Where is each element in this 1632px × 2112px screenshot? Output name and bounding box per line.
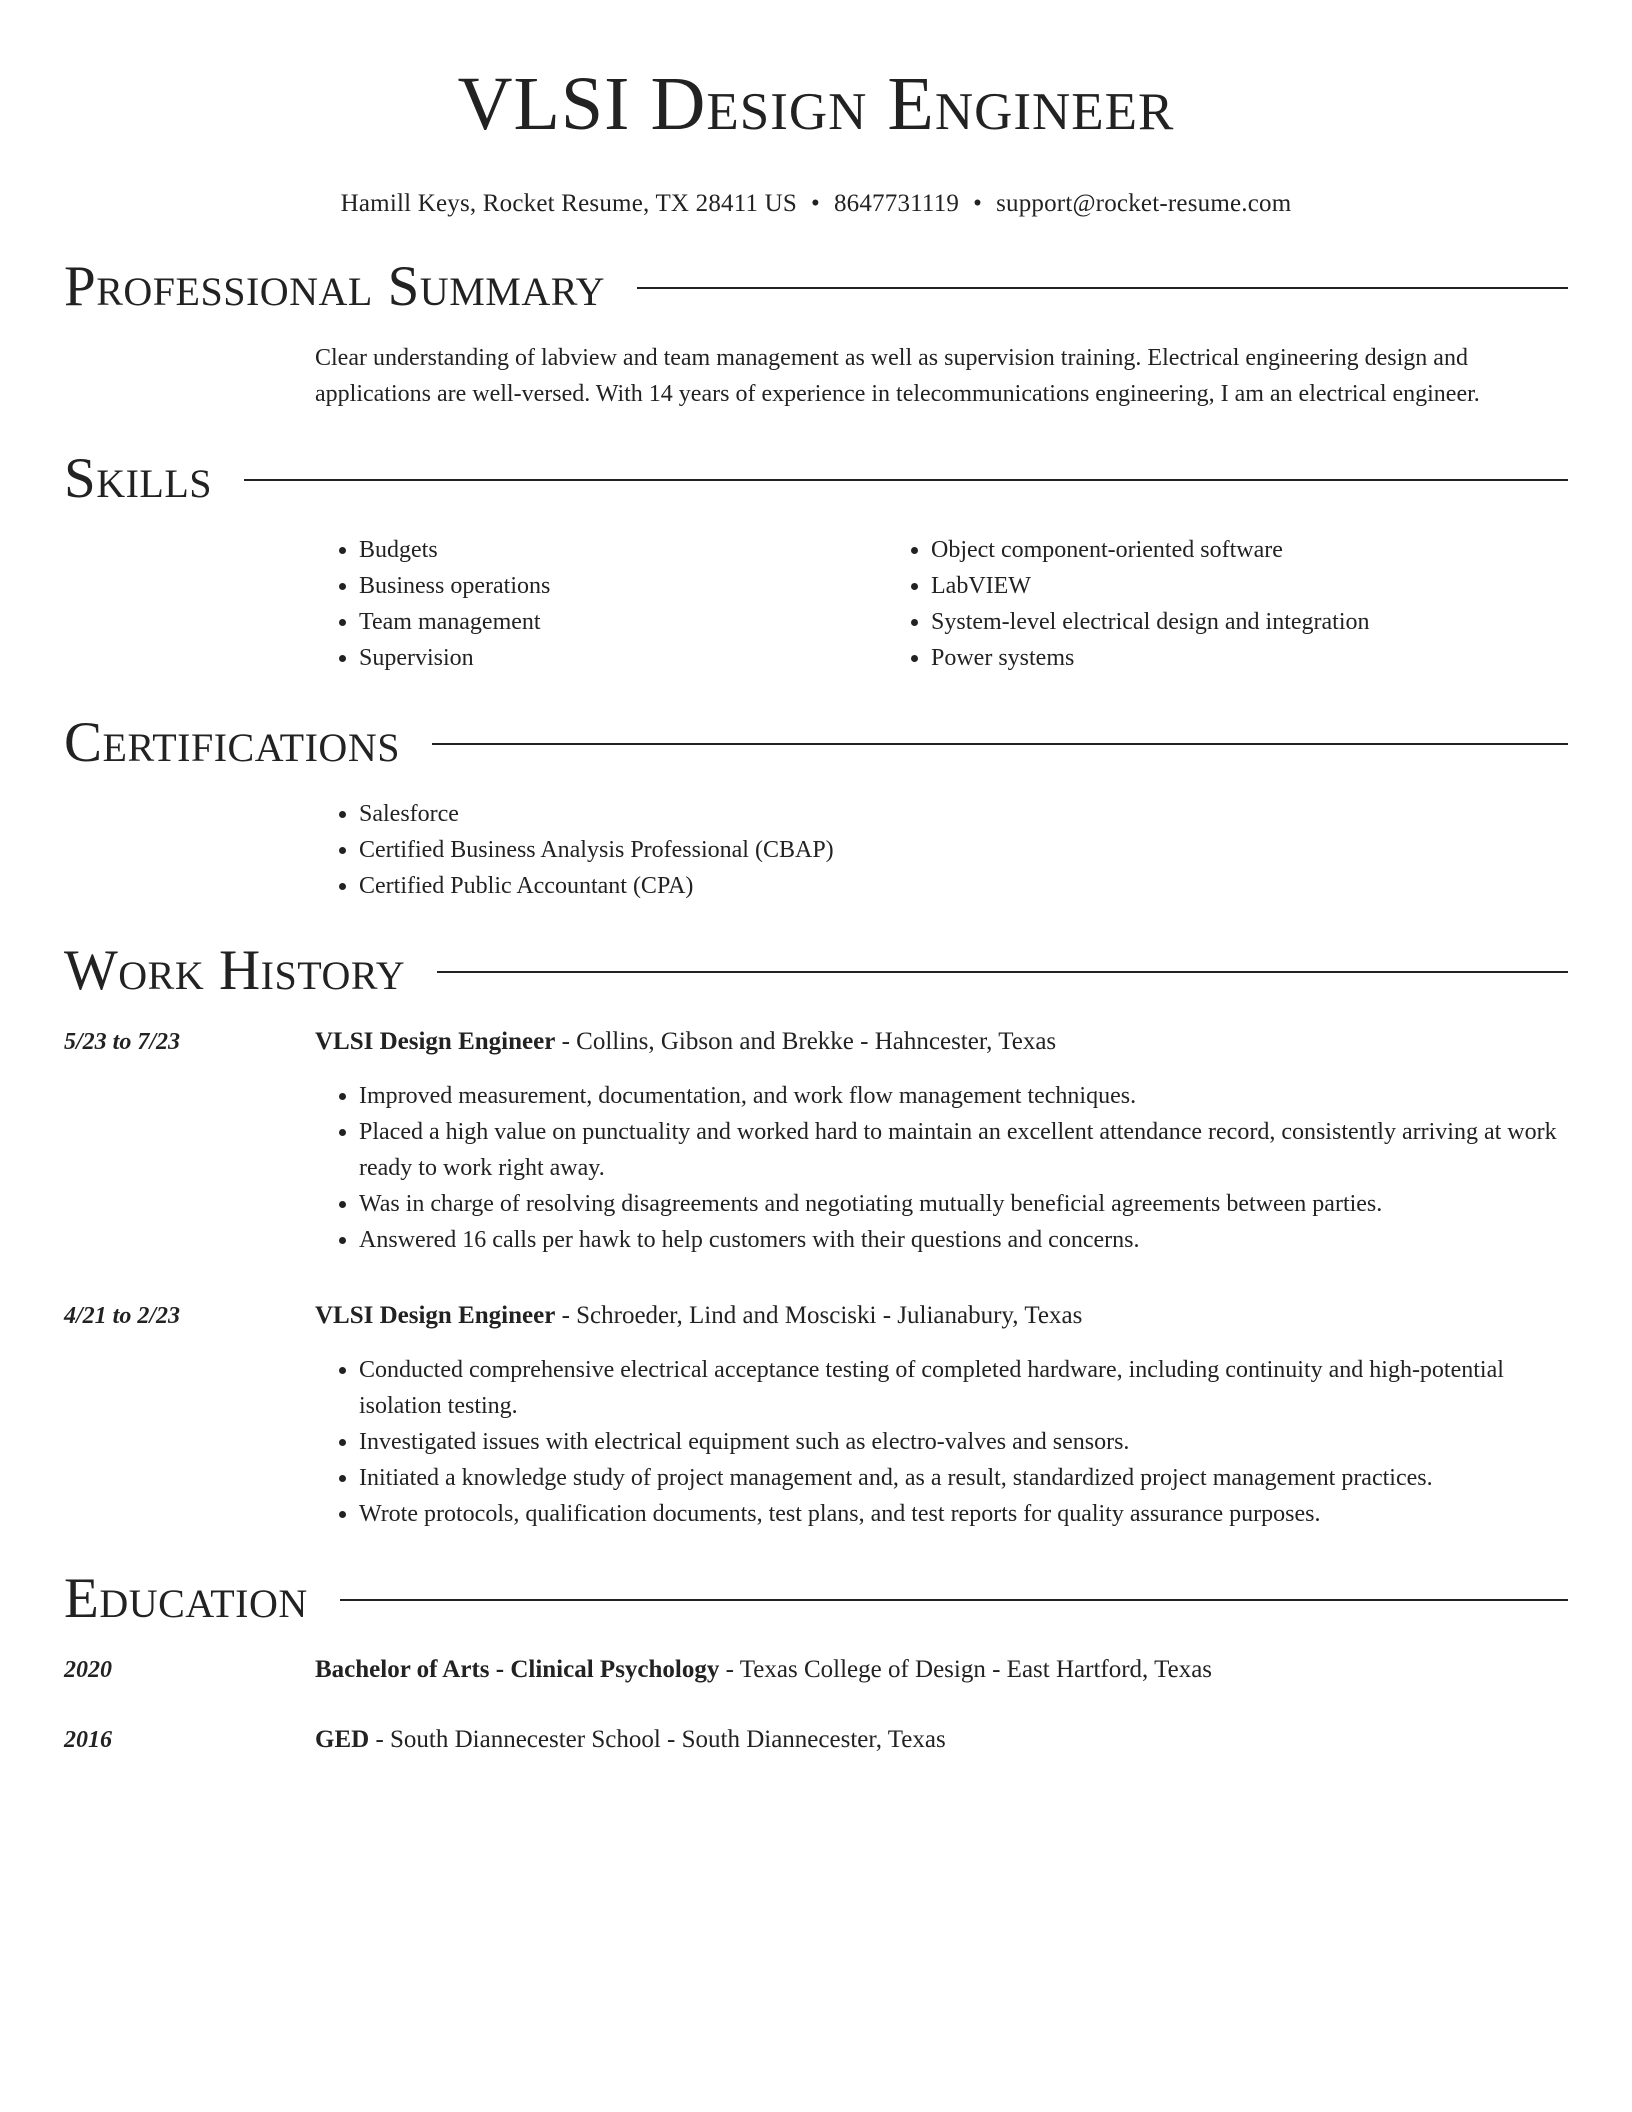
job-title: VLSI Design Engineer [315,1028,556,1055]
job-title-line [315,1298,1568,1334]
job-body [315,1298,1568,1532]
job-bullets [315,1078,1568,1258]
section-title-summary: Professional Summary [64,255,606,318]
certification-item: • Certified Business Analysis Professional (CBAP) [359,832,1568,868]
skill-item: • Supervision [359,640,887,676]
job-bullet: • Conducted comprehensive electrical acceptance testing of completed hardware, including continuity and high-potential isolation testing. [359,1352,1568,1424]
section-header-work-history [64,940,1568,1002]
job-title: VLSI Design Engineer [315,1302,556,1329]
contact-line [64,188,1568,220]
skill-item: • Business operations [359,568,887,604]
contact-separator: • [811,190,820,217]
job-entry [64,1024,1568,1258]
skill-item: • LabVIEW [931,568,1459,604]
job-bullet: • Was in charge of resolving disagreements and negotiating mutually beneficial agreements between parties. [359,1186,1568,1222]
job-dates: 4/21 to 2/23 [64,1303,181,1329]
education-school: - Texas College of Design - East Hartford, Texas [719,1656,1213,1683]
skills-list-left [315,532,887,676]
education-year: 2020 [64,1657,112,1683]
section-divider [432,743,1568,745]
job-bullet: • Placed a high value on punctuality and worked hard to maintain an excellent attendance record, consistently arriving at work ready to work right away. [359,1114,1568,1186]
job-bullet: • Investigated issues with electrical equipment such as electro-valves and sensors. [359,1424,1568,1460]
skill-item: • Team management [359,604,887,640]
section-divider [340,1599,1568,1601]
skills-grid [315,532,1568,676]
job-bullet: • Initiated a knowledge study of project management and, as a result, standardized project management practices. [359,1460,1568,1496]
job-employer: - Collins, Gibson and Brekke - Hahncester, Texas [555,1028,1057,1055]
certifications-list [315,796,1568,904]
section-title-work-history: Work History [64,939,406,1002]
section-header-education [64,1568,1568,1630]
job-bullet: • Wrote protocols, qualification documents, test plans, and test reports for quality assurance purposes. [359,1496,1568,1532]
education-entry [64,1652,1568,1688]
education-body [315,1652,1212,1688]
education-degree: GED [315,1726,370,1753]
job-bullet: • Answered 16 calls per hawk to help customers with their questions and concerns. [359,1222,1568,1258]
education-year: 2016 [64,1727,112,1753]
section-title-education: Education [64,1567,308,1630]
job-title-line [315,1024,1568,1060]
skill-item: • System-level electrical design and integration [931,604,1459,640]
section-title-skills: Skills [64,447,213,510]
job-bullet: • Improved measurement, documentation, and work flow management techniques. [359,1078,1568,1114]
certification-item: • Salesforce [359,796,1568,832]
contact-separator: • [973,190,983,217]
job-bullets [315,1352,1568,1532]
skill-item: • Power systems [931,640,1459,676]
contact-email: support@rocket-resume.com [996,190,1292,217]
education-degree: Bachelor of Arts - Clinical Psychology [315,1656,720,1683]
section-divider [437,971,1568,973]
contact-address: Hamill Keys, Rocket Resume, TX 28411 US [340,190,797,217]
summary-text: Clear understanding of labview and team management as well as supervision training. Electrical engineering design and applications are well-versed. With 14 years of experience in telecommunications engineering, I am an electrical engineer. [315,345,1480,407]
job-body [315,1024,1568,1258]
certification-item: • Certified Public Accountant (CPA) [359,868,1568,904]
section-divider [244,479,1568,481]
job-dates: 5/23 to 7/23 [64,1029,181,1055]
education-school: - South Diannecester School - South Diannecester, Texas [369,1726,946,1753]
section-divider [637,287,1568,289]
education-entry [64,1722,1568,1758]
section-header-summary [64,256,1568,318]
skills-list-right [887,532,1459,676]
skill-item: • Object component-oriented software [931,532,1459,568]
section-header-certifications [64,712,1568,774]
contact-phone: 8647731119 [833,190,960,217]
section-title-certifications: Certifications [64,711,400,774]
education-body [315,1722,946,1758]
skill-item: • Budgets [359,532,887,568]
job-employer: - Schroeder, Lind and Mosciski - Julianabury, Texas [555,1302,1083,1329]
resume-name: VLSI Design Engineer [457,62,1175,146]
section-header-skills [64,448,1568,510]
job-entry [64,1298,1568,1532]
